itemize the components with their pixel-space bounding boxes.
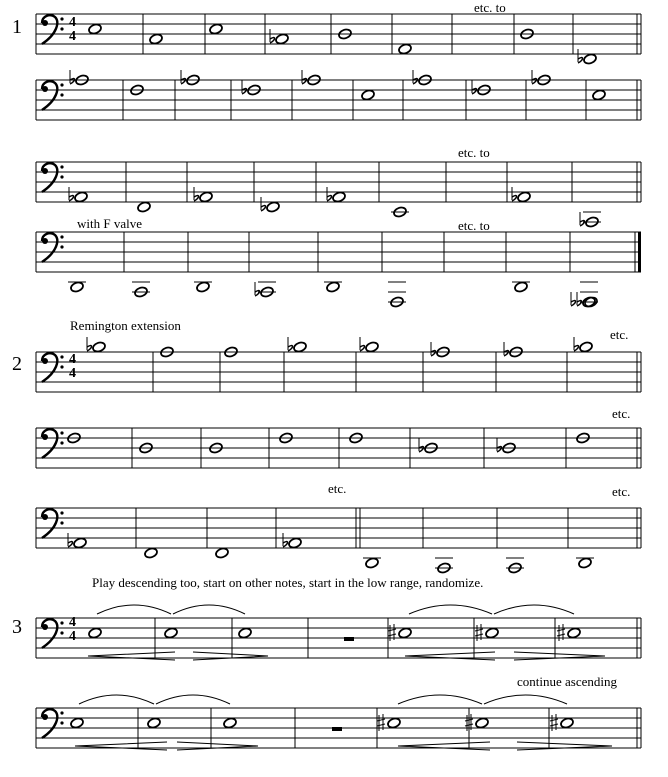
- flat-icon: [532, 79, 537, 84]
- etc-to-label: etc. to: [458, 145, 490, 160]
- flat-icon: [194, 196, 199, 201]
- crescendo-hairpin: [75, 742, 167, 750]
- staff-system: [36, 605, 641, 660]
- remington-extension-label: Remington extension: [70, 318, 181, 333]
- etc-label: etc.: [612, 484, 631, 499]
- flat-icon: [242, 89, 247, 94]
- flat-icon: [472, 89, 477, 94]
- whole-note: [261, 197, 280, 213]
- whole-note: [431, 342, 450, 358]
- whole-note: [472, 80, 491, 96]
- whole-note: [413, 70, 432, 86]
- whole-note: [88, 627, 103, 639]
- bass-clef-icon: [42, 619, 64, 648]
- diminuendo-hairpin: [177, 742, 258, 750]
- svg-text:4: 4: [69, 29, 76, 44]
- whole-note: [68, 533, 87, 549]
- crescendo-hairpin: [398, 742, 490, 750]
- flat-icon: [504, 351, 509, 356]
- flat-icon: [327, 196, 332, 201]
- whole-note: [435, 558, 453, 574]
- flat-icon: [283, 542, 288, 547]
- whole-note: [149, 33, 164, 45]
- flat-icon: [68, 542, 73, 547]
- svg-text:4: 4: [69, 615, 76, 630]
- flat-icon: [261, 206, 266, 211]
- staff-system: [36, 695, 641, 750]
- etc-label: etc.: [610, 327, 629, 342]
- whole-note: [512, 281, 530, 293]
- whole-note: [194, 187, 213, 203]
- whole-note: [270, 29, 289, 45]
- whole-note: [68, 281, 86, 293]
- etc-label: etc.: [612, 406, 631, 421]
- whole-note: [574, 337, 593, 353]
- whole-note: [363, 557, 381, 569]
- whole-note: [288, 337, 307, 353]
- time-signature-ex1: [69, 15, 76, 44]
- flat-icon: [70, 79, 75, 84]
- time-signature-ex3: [69, 615, 76, 644]
- flat-icon: [270, 38, 275, 43]
- staff-system: [36, 14, 641, 65]
- whole-note: [69, 187, 88, 203]
- flat-icon: [181, 79, 186, 84]
- slur: [494, 605, 574, 614]
- bass-clef-icon: [42, 233, 64, 262]
- crescendo-hairpin: [88, 652, 175, 660]
- etc-to-label: etc. to: [458, 218, 490, 233]
- svg-text:4: 4: [69, 629, 76, 644]
- whole-note: [398, 43, 413, 55]
- whole-note: [144, 547, 159, 559]
- whole-note: [361, 89, 376, 101]
- slur: [173, 605, 245, 614]
- whole-note: [592, 89, 607, 101]
- diminuendo-hairpin: [517, 742, 612, 750]
- flat-icon: [288, 346, 293, 351]
- crescendo-hairpin: [405, 652, 495, 660]
- whole-note: [506, 558, 524, 574]
- svg-text:4: 4: [69, 366, 76, 381]
- whole-note: [388, 282, 406, 308]
- instructions-text: Play descending too, start on other notes, start in the low range, randomize.: [92, 575, 484, 590]
- flat-icon: [360, 346, 365, 351]
- flat-icon: [574, 346, 579, 351]
- time-signature-ex2: [69, 352, 76, 381]
- flat-icon: [419, 447, 424, 452]
- whole-rest: [344, 637, 354, 641]
- slur: [409, 605, 492, 614]
- staff-system: [36, 428, 641, 468]
- whole-note: [70, 70, 89, 86]
- whole-note: [209, 23, 224, 35]
- staff-system: [36, 70, 641, 120]
- whole-note: [578, 49, 597, 65]
- whole-note: [512, 187, 531, 203]
- slur: [79, 695, 154, 704]
- whole-note: [391, 206, 409, 218]
- flat-icon: [577, 301, 582, 306]
- whole-note: [283, 533, 302, 549]
- exercise-number-2: 2: [12, 353, 22, 375]
- whole-note: [147, 717, 162, 729]
- flat-icon: [69, 196, 74, 201]
- slur: [156, 695, 230, 704]
- flat-icon: [255, 291, 260, 296]
- continue-ascending-label: continue ascending: [517, 674, 617, 689]
- etc-label: etc.: [328, 481, 347, 496]
- bass-clef-icon: [42, 163, 64, 192]
- whole-rest: [332, 727, 342, 731]
- flat-icon: [87, 346, 92, 351]
- exercise-number-3: 3: [12, 616, 22, 638]
- bass-clef-icon: [42, 15, 64, 44]
- whole-note: [194, 281, 212, 293]
- diminuendo-hairpin: [193, 652, 268, 660]
- whole-note: [532, 70, 551, 86]
- whole-note: [137, 201, 152, 213]
- exercise-number-1: 1: [12, 16, 22, 38]
- bass-clef-icon: [42, 709, 64, 738]
- whole-note: [504, 342, 523, 358]
- whole-note: [327, 187, 346, 203]
- etc-to-label: etc. to: [474, 0, 506, 15]
- staff-system: [36, 232, 641, 308]
- whole-note: [302, 70, 321, 86]
- staff-system: [36, 337, 641, 392]
- flat-icon: [413, 79, 418, 84]
- flat-icon: [512, 196, 517, 201]
- bass-clef-icon: [42, 81, 64, 110]
- staff-system: [36, 508, 641, 574]
- whole-note: [255, 282, 276, 298]
- flat-icon: [580, 221, 585, 226]
- whole-note: [571, 282, 598, 308]
- bass-clef-icon: [42, 509, 64, 538]
- whole-note: [164, 627, 179, 639]
- whole-note: [242, 80, 261, 96]
- whole-note: [419, 438, 438, 454]
- slur: [398, 695, 482, 704]
- bass-clef-icon: [42, 429, 64, 458]
- flat-icon: [431, 351, 436, 356]
- slur: [484, 695, 567, 704]
- diminuendo-hairpin: [514, 652, 605, 660]
- whole-note: [497, 438, 516, 454]
- whole-note: [238, 627, 253, 639]
- f-valve-label: with F valve: [77, 216, 142, 231]
- whole-note: [181, 70, 200, 86]
- whole-note: [580, 212, 601, 228]
- flat-icon: [497, 447, 502, 452]
- whole-note: [215, 547, 230, 559]
- whole-note: [576, 557, 594, 569]
- whole-note: [87, 337, 106, 353]
- flat-icon: [302, 79, 307, 84]
- slur: [97, 605, 171, 614]
- flat-icon: [578, 58, 583, 63]
- whole-note: [132, 282, 150, 298]
- whole-note: [88, 23, 103, 35]
- whole-note: [324, 281, 342, 293]
- svg-text:4: 4: [69, 352, 76, 367]
- svg-text:4: 4: [69, 15, 76, 30]
- whole-note: [360, 337, 379, 353]
- whole-note: [223, 717, 238, 729]
- whole-note: [70, 717, 85, 729]
- bass-clef-icon: [42, 353, 64, 382]
